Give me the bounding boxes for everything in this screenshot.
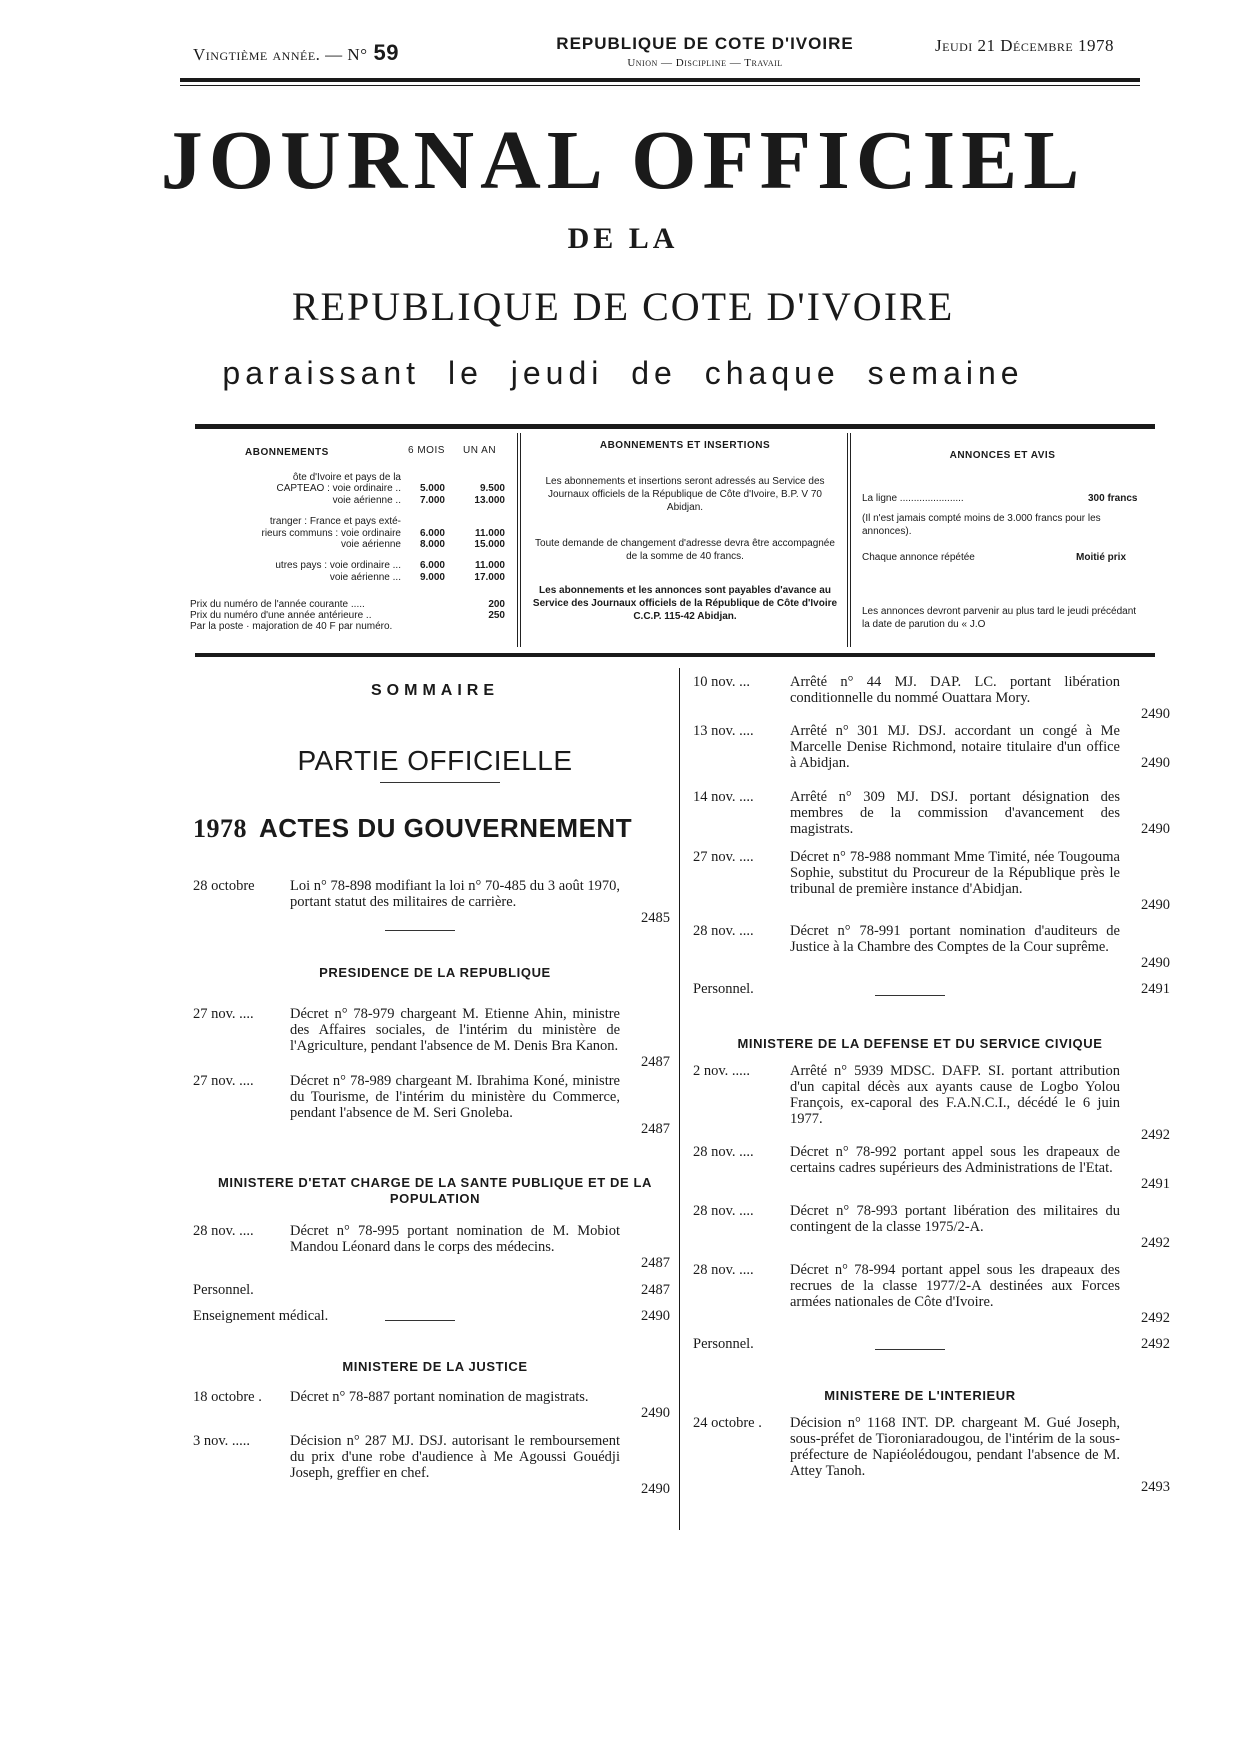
republic-motto: Union — Discipline — Travail — [627, 57, 783, 69]
top-rule-thin — [180, 85, 1140, 86]
annonces-repetee-label: Chaque annonce répétée — [862, 552, 975, 563]
abonnement-6mois: 6.000 — [419, 560, 445, 571]
entry-page: 2491 — [1141, 981, 1170, 997]
entry-page: 2491 — [1141, 1176, 1170, 1192]
entry-date: 2 nov. ..... — [693, 1063, 751, 1079]
entry-date: 13 nov. .... — [693, 723, 754, 739]
entry-page: 2490 — [1141, 706, 1170, 722]
annonces-note: (Il n'est jamais compté moins de 3.000 francs pour les annonces). — [862, 513, 1101, 537]
entry-date: 28 nov. .... — [693, 1262, 754, 1278]
abonnement-6mois: 6.000 — [419, 528, 445, 539]
section-presidence: PRESIDENCE DE LA REPUBLIQUE — [319, 965, 551, 980]
entry-date: 28 octobre — [193, 878, 255, 894]
sommaire-title: SOMMAIRE — [371, 682, 499, 699]
annonces-repetee-value: Moitié prix — [1076, 552, 1127, 563]
abonnement-un-an: 11.000 — [474, 528, 505, 539]
abonnement-label: rieurs communs : voie ordinaire — [261, 528, 401, 539]
entry-date: 28 nov. .... — [693, 923, 754, 939]
journal-republic: REPUBLIQUE DE COTE D'IVOIRE — [291, 284, 955, 329]
issue-date: Jeudi 21 Décembre 1978 — [935, 36, 1114, 55]
entry-page: 2493 — [1141, 1479, 1170, 1495]
year-label: Vingtième année. — N° — [193, 45, 368, 64]
entry-separator — [875, 995, 945, 996]
entry-page: 2487 — [641, 1282, 670, 1298]
partie-officielle: PARTIE OFFICIELLE — [297, 745, 573, 776]
entry-date: 28 nov. .... — [693, 1144, 754, 1160]
entry-page: 2490 — [641, 1481, 670, 1497]
entry-text: Décret n° 78-991 portant nomination d'auditeurs de Justice à la Chambre des Comptes de la Cour suprême. — [790, 923, 1120, 955]
entry-text: Décret n° 78-993 portant libération des militaires du contingent de la classe 1975/2-A. — [790, 1203, 1120, 1235]
republic-name: REPUBLIQUE DE COTE D'IVOIRE — [556, 34, 854, 53]
entry-page: 2490 — [1141, 897, 1170, 913]
col-un-an: UN AN — [463, 445, 497, 456]
toc-entry — [693, 1415, 1245, 1495]
partie-underline — [380, 782, 500, 783]
prix-label: Par la poste · majoration de 40 F par numéro. — [190, 621, 393, 632]
annonces-deadline: Les annonces devront parvenir au plus tard le jeudi précédant la date de parution du « J.O — [862, 606, 1137, 630]
abonnement-label: voie aérienne — [340, 539, 401, 550]
insertions-text-3: Les abonnements et les annonces sont payables d'avance au Service des Journaux officiels de la République de Côte d'Ivoire C.C.P. 115-42 Abidjan. — [532, 585, 838, 622]
entry-date: 10 nov. ... — [693, 674, 751, 690]
entry-date: 18 octobre . — [193, 1389, 262, 1405]
entry-page: 2485 — [641, 910, 670, 926]
abonnement-label: voie aérienne .. — [332, 495, 401, 506]
box-divider-1 — [517, 433, 518, 647]
abonnement-label: tranger : France et pays exté- — [269, 516, 401, 527]
entry-date: 3 nov. ..... — [193, 1433, 251, 1449]
insertions-text-1: Les abonnements et insertions seront adressés au Service des Journaux officiels de la République de Côte d'Ivoire, B.P. V 70 Abidjan. — [545, 476, 825, 513]
actes-title: ACTES DU GOUVERNEMENT — [259, 813, 633, 843]
box-top-rule — [195, 424, 1155, 429]
prix-label: Prix du numéro d'une année antérieure .. — [190, 610, 372, 621]
toc-entry — [693, 849, 1245, 929]
entry-separator — [385, 930, 455, 931]
box-bottom-rule — [195, 653, 1155, 657]
top-rule-thick — [180, 78, 1140, 82]
entry-page: 2487 — [641, 1121, 670, 1137]
republic-header — [540, 34, 870, 69]
abonnement-6mois: 8.000 — [419, 539, 445, 550]
abonnement-un-an: 13.000 — [474, 495, 505, 506]
entry-text: Décret n° 78-992 portant appel sous les drapeaux de certains cadres supérieurs des Administrations de l'Etat. — [790, 1144, 1120, 1176]
section-justice: MINISTERE DE LA JUSTICE — [342, 1359, 528, 1374]
entry-text: Décret n° 78-989 chargeant M. Ibrahima Koné, ministre du Tourisme, de l'intérim du ministère du Commerce, pendant l'absence de M. Seri Gnoleba. — [290, 1073, 620, 1121]
entry-text: Arrêté n° 309 MJ. DSJ. portant désignation des membres de la commission d'avancement des magistrats. — [790, 789, 1120, 837]
abonnement-un-an: 15.000 — [474, 539, 505, 550]
abonnement-un-an: 17.000 — [474, 572, 505, 583]
entry-date: 28 nov. .... — [693, 1203, 754, 1219]
abonnement-6mois: 9.000 — [419, 572, 445, 583]
box-divider-1b — [520, 433, 521, 647]
abonnement-un-an: 9.500 — [479, 483, 505, 494]
abonnement-label: ôte d'Ivoire et pays de la — [292, 472, 401, 483]
box-divider-2b — [850, 433, 851, 647]
journal-de-la: DE LA — [567, 222, 679, 255]
entry-separator — [875, 1349, 945, 1350]
insertions-title: ABONNEMENTS ET INSERTIONS — [599, 440, 771, 451]
section-interieur: MINISTERE DE L'INTERIEUR — [824, 1388, 1016, 1403]
toc-entry — [693, 1063, 1245, 1143]
entry-text: Décret n° 78-995 portant nomination de M. Mobiot Mandou Léonard dans le corps des médecins. — [290, 1223, 620, 1255]
actes-year: 1978 — [193, 814, 247, 843]
annonces-ligne-label: La ligne ....................... — [862, 493, 964, 504]
annonces-ligne-value: 300 francs — [1088, 493, 1138, 504]
entry-date: 28 nov. .... — [193, 1223, 254, 1239]
entry-text: Décret n° 78-979 chargeant M. Etienne Ahin, ministre des Affaires sociales, de l'intérim du ministère de l'Agriculture, pendant l'absence de M. Denis Bra Kanon. — [290, 1006, 620, 1054]
entry-date: 27 nov. .... — [193, 1073, 254, 1089]
section-defense: MINISTERE DE LA DEFENSE ET DU SERVICE CIVIQUE — [737, 1036, 1103, 1051]
entry-page: 2492 — [1141, 1336, 1170, 1352]
issue-number: 59 — [373, 40, 399, 65]
entry-separator — [385, 1320, 455, 1321]
entry-date: 24 octobre . — [693, 1415, 762, 1431]
entry-page: 2490 — [641, 1405, 670, 1421]
entry-page: 2490 — [1141, 955, 1170, 971]
abonnement-label: voie aérienne ... — [329, 572, 401, 583]
toc-entry — [693, 1336, 1245, 1416]
abonnements-title: ABONNEMENTS — [245, 447, 329, 458]
actes-heading — [193, 813, 673, 844]
abonnement-label: CAPTEAO : voie ordinaire .. — [276, 483, 401, 494]
entry-page: 2492 — [1141, 1235, 1170, 1251]
entry-date: 27 nov. .... — [193, 1006, 254, 1022]
prix-value: 250 — [488, 610, 505, 621]
entry-text: Loi n° 78-898 modifiant la loi n° 70-485 du 3 août 1970, portant statut des militaires de carrière. — [290, 878, 620, 910]
prix-label: Prix du numéro de l'année courante ..... — [190, 599, 365, 610]
entry-page: 2490 — [1141, 821, 1170, 837]
prix-value: 200 — [488, 599, 505, 610]
journal-title: JOURNAL OFFICIEL — [160, 114, 1086, 207]
entry-text: Décret n° 78-887 portant nomination de magistrats. — [290, 1389, 589, 1405]
toc-entry — [693, 1262, 1245, 1342]
entry-text: Décision n° 287 MJ. DSJ. autorisant le remboursement du prix d'une robe d'audience à Me Agoussi Gouédji Joseph, greffier en chef. — [290, 1433, 620, 1481]
abonnement-label: utres pays : voie ordinaire ... — [275, 560, 401, 571]
entry-date: 14 nov. .... — [693, 789, 754, 805]
entry-text: Personnel. — [193, 1282, 254, 1298]
entry-text: Personnel. — [693, 981, 754, 997]
entry-page: 2492 — [1141, 1127, 1170, 1143]
entry-text: Arrêté n° 301 MJ. DSJ. accordant un congé à Me Marcelle Denise Richmond, notaire titulaire d'un office à Abidjan. — [790, 723, 1120, 771]
abonnement-6mois: 7.000 — [419, 495, 445, 506]
entry-text: Arrêté n° 44 MJ. DAP. LC. portant libération conditionnelle du nommé Ouattara Mory. — [790, 674, 1120, 706]
entry-text: Arrêté n° 5939 MDSC. DAFP. SI. portant attribution d'un capital décès aux ayants cause de Logbo Yolou François, ex-caporal des F.A.N.C.I., décédé le 6 juin 1977. — [790, 1063, 1120, 1127]
entry-date: 27 nov. .... — [693, 849, 754, 865]
entry-page: 2487 — [641, 1054, 670, 1070]
entry-page: 2492 — [1141, 1310, 1170, 1326]
toc-entry — [693, 981, 1245, 1061]
abonnement-6mois: 5.000 — [419, 483, 445, 494]
annonces-title: ANNONCES ET AVIS — [949, 450, 1056, 461]
col-6mois: 6 MOIS — [408, 445, 445, 456]
box-divider-2 — [847, 433, 848, 647]
entry-text: Enseignement médical. — [193, 1308, 329, 1324]
entry-page: 2490 — [641, 1308, 670, 1324]
section-sante: MINISTERE D'ETAT CHARGE DE LA SANTE PUBLIQUE ET DE LA POPULATION — [217, 1175, 653, 1206]
entry-text: Décret n° 78-988 nommant Mme Timité, née Tougouma Sophie, substitut du Procureur de la République près le tribunal de première instance d'Abidjan. — [790, 849, 1120, 897]
entry-text: Décret n° 78-994 portant appel sous les drapeaux des recrues de la classe 1977/2-A destinées aux Forces armées nationales de Côte d'Ivoire. — [790, 1262, 1120, 1310]
issue-label — [193, 40, 399, 66]
entry-page: 2487 — [641, 1255, 670, 1271]
entry-text: Personnel. — [693, 1336, 754, 1352]
abonnement-un-an: 11.000 — [474, 560, 505, 571]
entry-page: 2490 — [1141, 755, 1170, 771]
journal-subtitle: paraissant le jeudi de chaque semaine — [222, 355, 1024, 391]
entry-text: Décision n° 1168 INT. DP. chargeant M. Gué Joseph, sous-préfet de Tioroniaradougou, de l'intérim de la sous-préfecture de Napiéolédougou, pendant l'absence de M. Attey Tanoh. — [790, 1415, 1120, 1479]
insertions-text-2: Toute demande de changement d'adresse devra être accompagnée de la somme de 40 francs. — [535, 538, 835, 562]
